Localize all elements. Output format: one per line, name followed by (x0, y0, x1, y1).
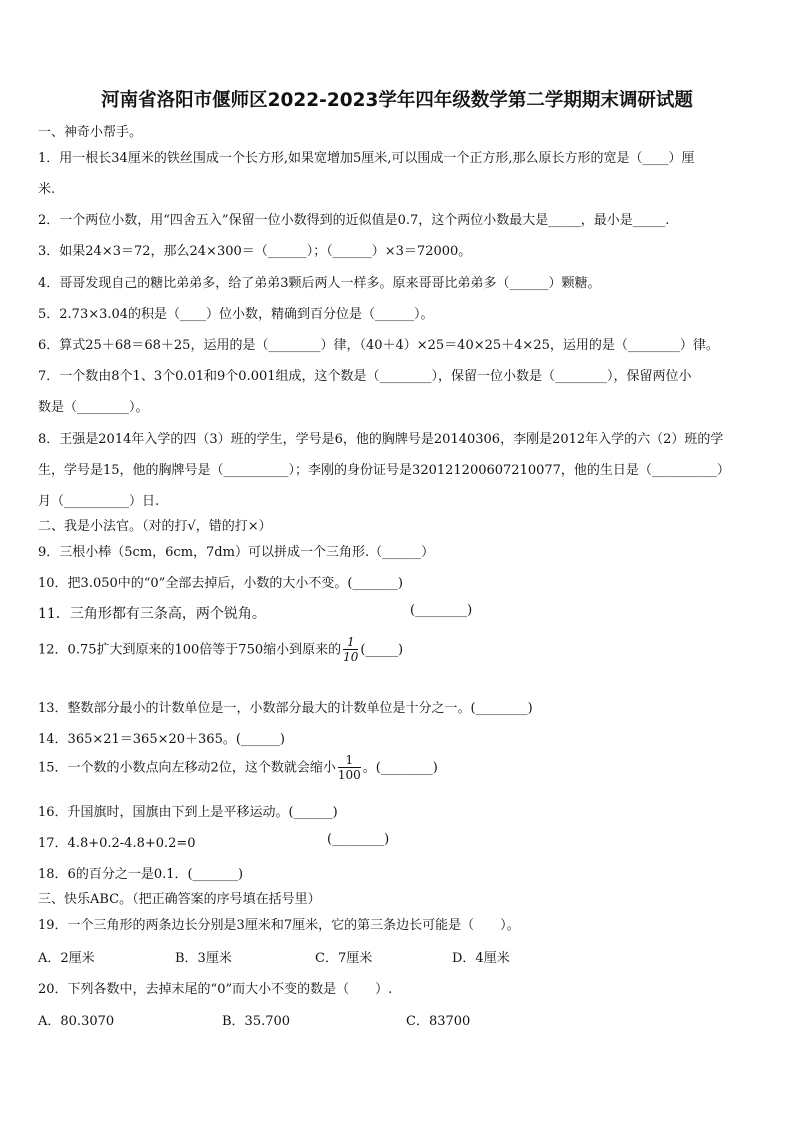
question-15-numerator: 1 (345, 753, 354, 767)
question-15-fraction (338, 754, 361, 782)
question-4: 4．哥哥发现自己的糖比弟弟多，给了弟弟3颗后两人一样多。原来哥哥比弟弟多（______）颗糖。 (38, 276, 601, 291)
question-19-option-b: B．3厘米 (175, 951, 232, 966)
question-20-option-b: B．35.700 (222, 1014, 291, 1029)
question-12-fraction (343, 636, 358, 664)
question-10: 10．把3.050中的“0”全部去掉后，小数的大小不变。(_______) (38, 576, 403, 591)
question-1-line-2: 米. (38, 182, 56, 197)
question-19-option-d: D．4厘米 (452, 951, 510, 966)
question-20-option-a: A．80.3070 (38, 1014, 115, 1029)
question-1-line-1: 1．用一根长34厘米的铁丝围成一个长方形,如果宽增加5厘米,可以围成一个正方形,那么原长方形的宽是（____）厘 (38, 151, 695, 166)
question-8-line-2: 生，学号是15，他的胸牌号是（__________）；李刚的身份证号是320121200607210077，他的生日是（__________） (38, 463, 730, 478)
question-17-answer-blank: (________) (327, 832, 390, 847)
question-15-answer-blank: 。(________) (362, 760, 438, 776)
question-11: 11．三角形都有三条高，两个锐角。 (38, 606, 266, 622)
question-12 (38, 636, 403, 664)
question-20-option-c: C．83700 (406, 1014, 471, 1029)
question-16: 16．升国旗时，国旗由下到上是平移运动。(______) (38, 805, 338, 820)
question-11-answer-blank: (________) (410, 603, 473, 618)
question-6: 6．算式25＋68＝68＋25，运用的是（________）律，（40＋4）×25＝40×25＋4×25，运用的是（________）律。 (38, 338, 719, 353)
question-18: 18．6的百分之一是0.1．(_______) (38, 867, 244, 882)
question-19-option-a: A．2厘米 (38, 951, 95, 966)
question-19: 19．一个三角形的两条边长分别是3厘米和7厘米，它的第三条边长可能是（ ）。 (38, 918, 520, 933)
question-13: 13．整数部分最小的计数单位是一，小数部分最大的计数单位是十分之一。(________) (38, 701, 533, 716)
question-19-option-c: C．7厘米 (315, 951, 373, 966)
question-2: 2．一个两位小数，用“四舍五入”保留一位小数得到的近似值是0.7，这个两位小数最大是_____，最小是_____. (38, 213, 670, 228)
question-17: 17．4.8+0.2-4.8+0.2=0 (38, 836, 196, 851)
question-12-text: 12．0.75扩大到原来的100倍等于750缩小到原来的 (38, 642, 342, 658)
question-7-line-2: 数是（________）。 (38, 400, 149, 415)
question-9: 9．三根小棒（5cm，6cm，7dm）可以拼成一个三角形.（______） (38, 545, 435, 560)
question-7-line-1: 7．一个数由8个1、3个0.01和9个0.001组成，这个数是（________），保留一位小数是（________），保留两位小 (38, 369, 692, 384)
section-1-heading: 一、神奇小帮手。 (38, 125, 143, 140)
question-14: 14．365×21＝365×20＋365。(______) (38, 732, 285, 747)
question-12-answer-blank: (_____) (360, 642, 404, 658)
question-5: 5．2.73×3.04的积是（____）位小数，精确到百分位是（______）。 (38, 307, 434, 322)
question-15 (38, 754, 438, 782)
section-2-heading: 二、我是小法官。（对的打√，错的打×） (38, 519, 272, 534)
question-15-denominator: 100 (337, 768, 361, 783)
question-15-text: 15．一个数的小数点向左移动2位，这个数就会缩小 (38, 760, 336, 776)
question-20: 20．下列各数中，去掉末尾的“0”而大小不变的数是（ ）. (38, 982, 393, 997)
exam-title: 河南省洛阳市偃师区2022-2023学年四年级数学第二学期期末调研试题 (101, 90, 693, 111)
question-8-line-1: 8．王强是2014年入学的四（3）班的学生，学号是6，他的胸牌号是20140306，李刚是2012年入学的六（2）班的学 (38, 432, 724, 447)
question-3: 3．如果24×3＝72，那么24×300＝（______）；（______）×3＝72000。 (38, 244, 472, 259)
question-8-line-3: 月（__________）日. (38, 494, 160, 509)
question-12-denominator: 10 (343, 650, 359, 665)
section-3-heading: 三、快乐ABC。（把正确答案的序号填在括号里） (38, 892, 321, 907)
question-12-numerator: 1 (346, 635, 355, 649)
